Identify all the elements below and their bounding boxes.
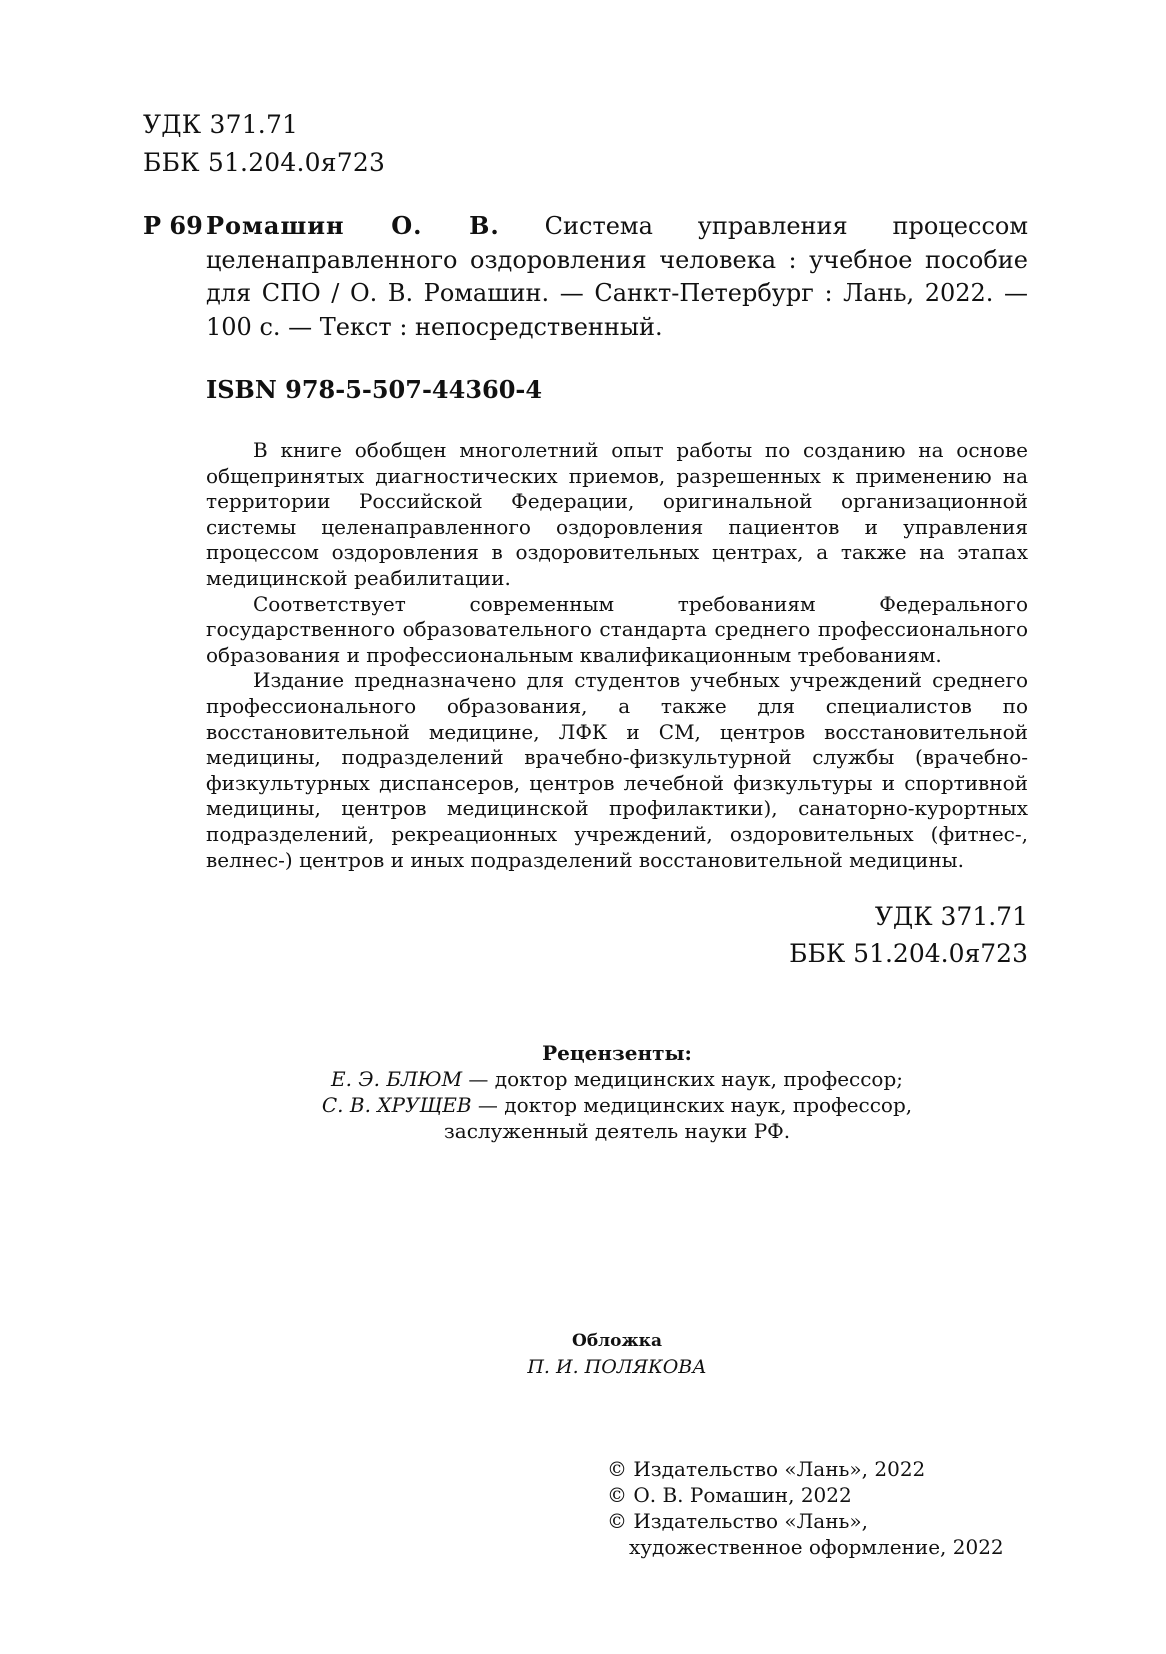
reviewer-name: Е. Э. БЛЮМ — [330, 1067, 463, 1091]
copyright-line: © Издательство «Лань», 2022 — [607, 1457, 926, 1481]
classification-top — [143, 106, 385, 182]
cover-heading: Обложка — [572, 1331, 662, 1351]
bibliographic-entry — [206, 209, 1028, 344]
copyright-line: художественное оформление, 2022 — [629, 1535, 1004, 1559]
udk-code: УДК 371.71 — [143, 110, 299, 139]
annotation — [206, 438, 1028, 873]
reviewer-description: — доктор медицинских наук, профессор, — [471, 1093, 913, 1117]
bibliographic-record — [143, 209, 1028, 344]
cover-designer: П. И. ПОЛЯКОВА — [527, 1356, 707, 1378]
copyright-line: © Издательство «Лань», — [607, 1509, 869, 1533]
classification-bottom — [789, 898, 1028, 972]
reviewer-name: С. В. ХРУЩЕВ — [321, 1093, 472, 1117]
bbk-code: ББК 51.204.0я723 — [789, 939, 1028, 968]
reviewers-block — [206, 1040, 1028, 1144]
title-line: Система управления процессом — [544, 212, 1028, 240]
copyright-line: © О. В. Ромашин, 2022 — [607, 1483, 852, 1507]
reviewer-description: — доктор медицинских наук, профессор; — [462, 1067, 904, 1091]
annotation-paragraph: В книге обобщен многолетний опыт работы по созданию на основе общепринятых диагностических приемов, разрешенных к применению на территории Российской Федерации, оригинальной организационной системы целенаправленного оздоровления пациентов и управления процессом оздоровления в оздоровительных центрах, а также на этапах медицинской реабилитации. — [206, 438, 1028, 590]
annotation-paragraph: Издание предназначено для студентов учебных учреждений среднего профессионального образования, а также для специалистов по восстановительной медицине, ЛФК и СМ, центров восстановительной медицины, подразделений врачебно-физкультурной службы (врачебно-физкультурных диспансеров, центров лечебной физкультуры и спортивной медицины, центров медицинской профилактики), санаторно-курортных подразделений, рекреационных учреждений, оздоровительных (фитнес-, велнес-) центров и иных подразделений восстановительной медицины. — [206, 668, 1028, 872]
isbn: ISBN 978-5-507-44360-4 — [206, 375, 543, 404]
cover-credit — [206, 1328, 1028, 1380]
reviewers-heading: Рецензенты: — [542, 1041, 692, 1065]
author-mark: Р 69 — [143, 211, 203, 240]
annotation-paragraph: Соответствует современным требованиям Федерального государственного образовательного стандарта среднего профессионального образования и профессиональным квалификационным требованиям. — [206, 591, 1028, 667]
reviewer-line — [206, 1092, 1028, 1118]
author-name: Ромашин О. В. — [206, 211, 500, 240]
udk-code: УДК 371.71 — [874, 902, 1028, 931]
bbk-code: ББК 51.204.0я723 — [143, 148, 386, 177]
copyright-block — [607, 1456, 1004, 1560]
reviewer-line — [206, 1066, 1028, 1092]
title-rest: целенаправленного оздоровления человека : учебное пособие для СПО / О. В. Ромашин. — Санкт-Петербург : Лань, 2022. — 100 с. — Текст : непосредственный. — [206, 245, 1028, 341]
reviewer-continuation: заслуженный деятель науки РФ. — [443, 1119, 791, 1143]
